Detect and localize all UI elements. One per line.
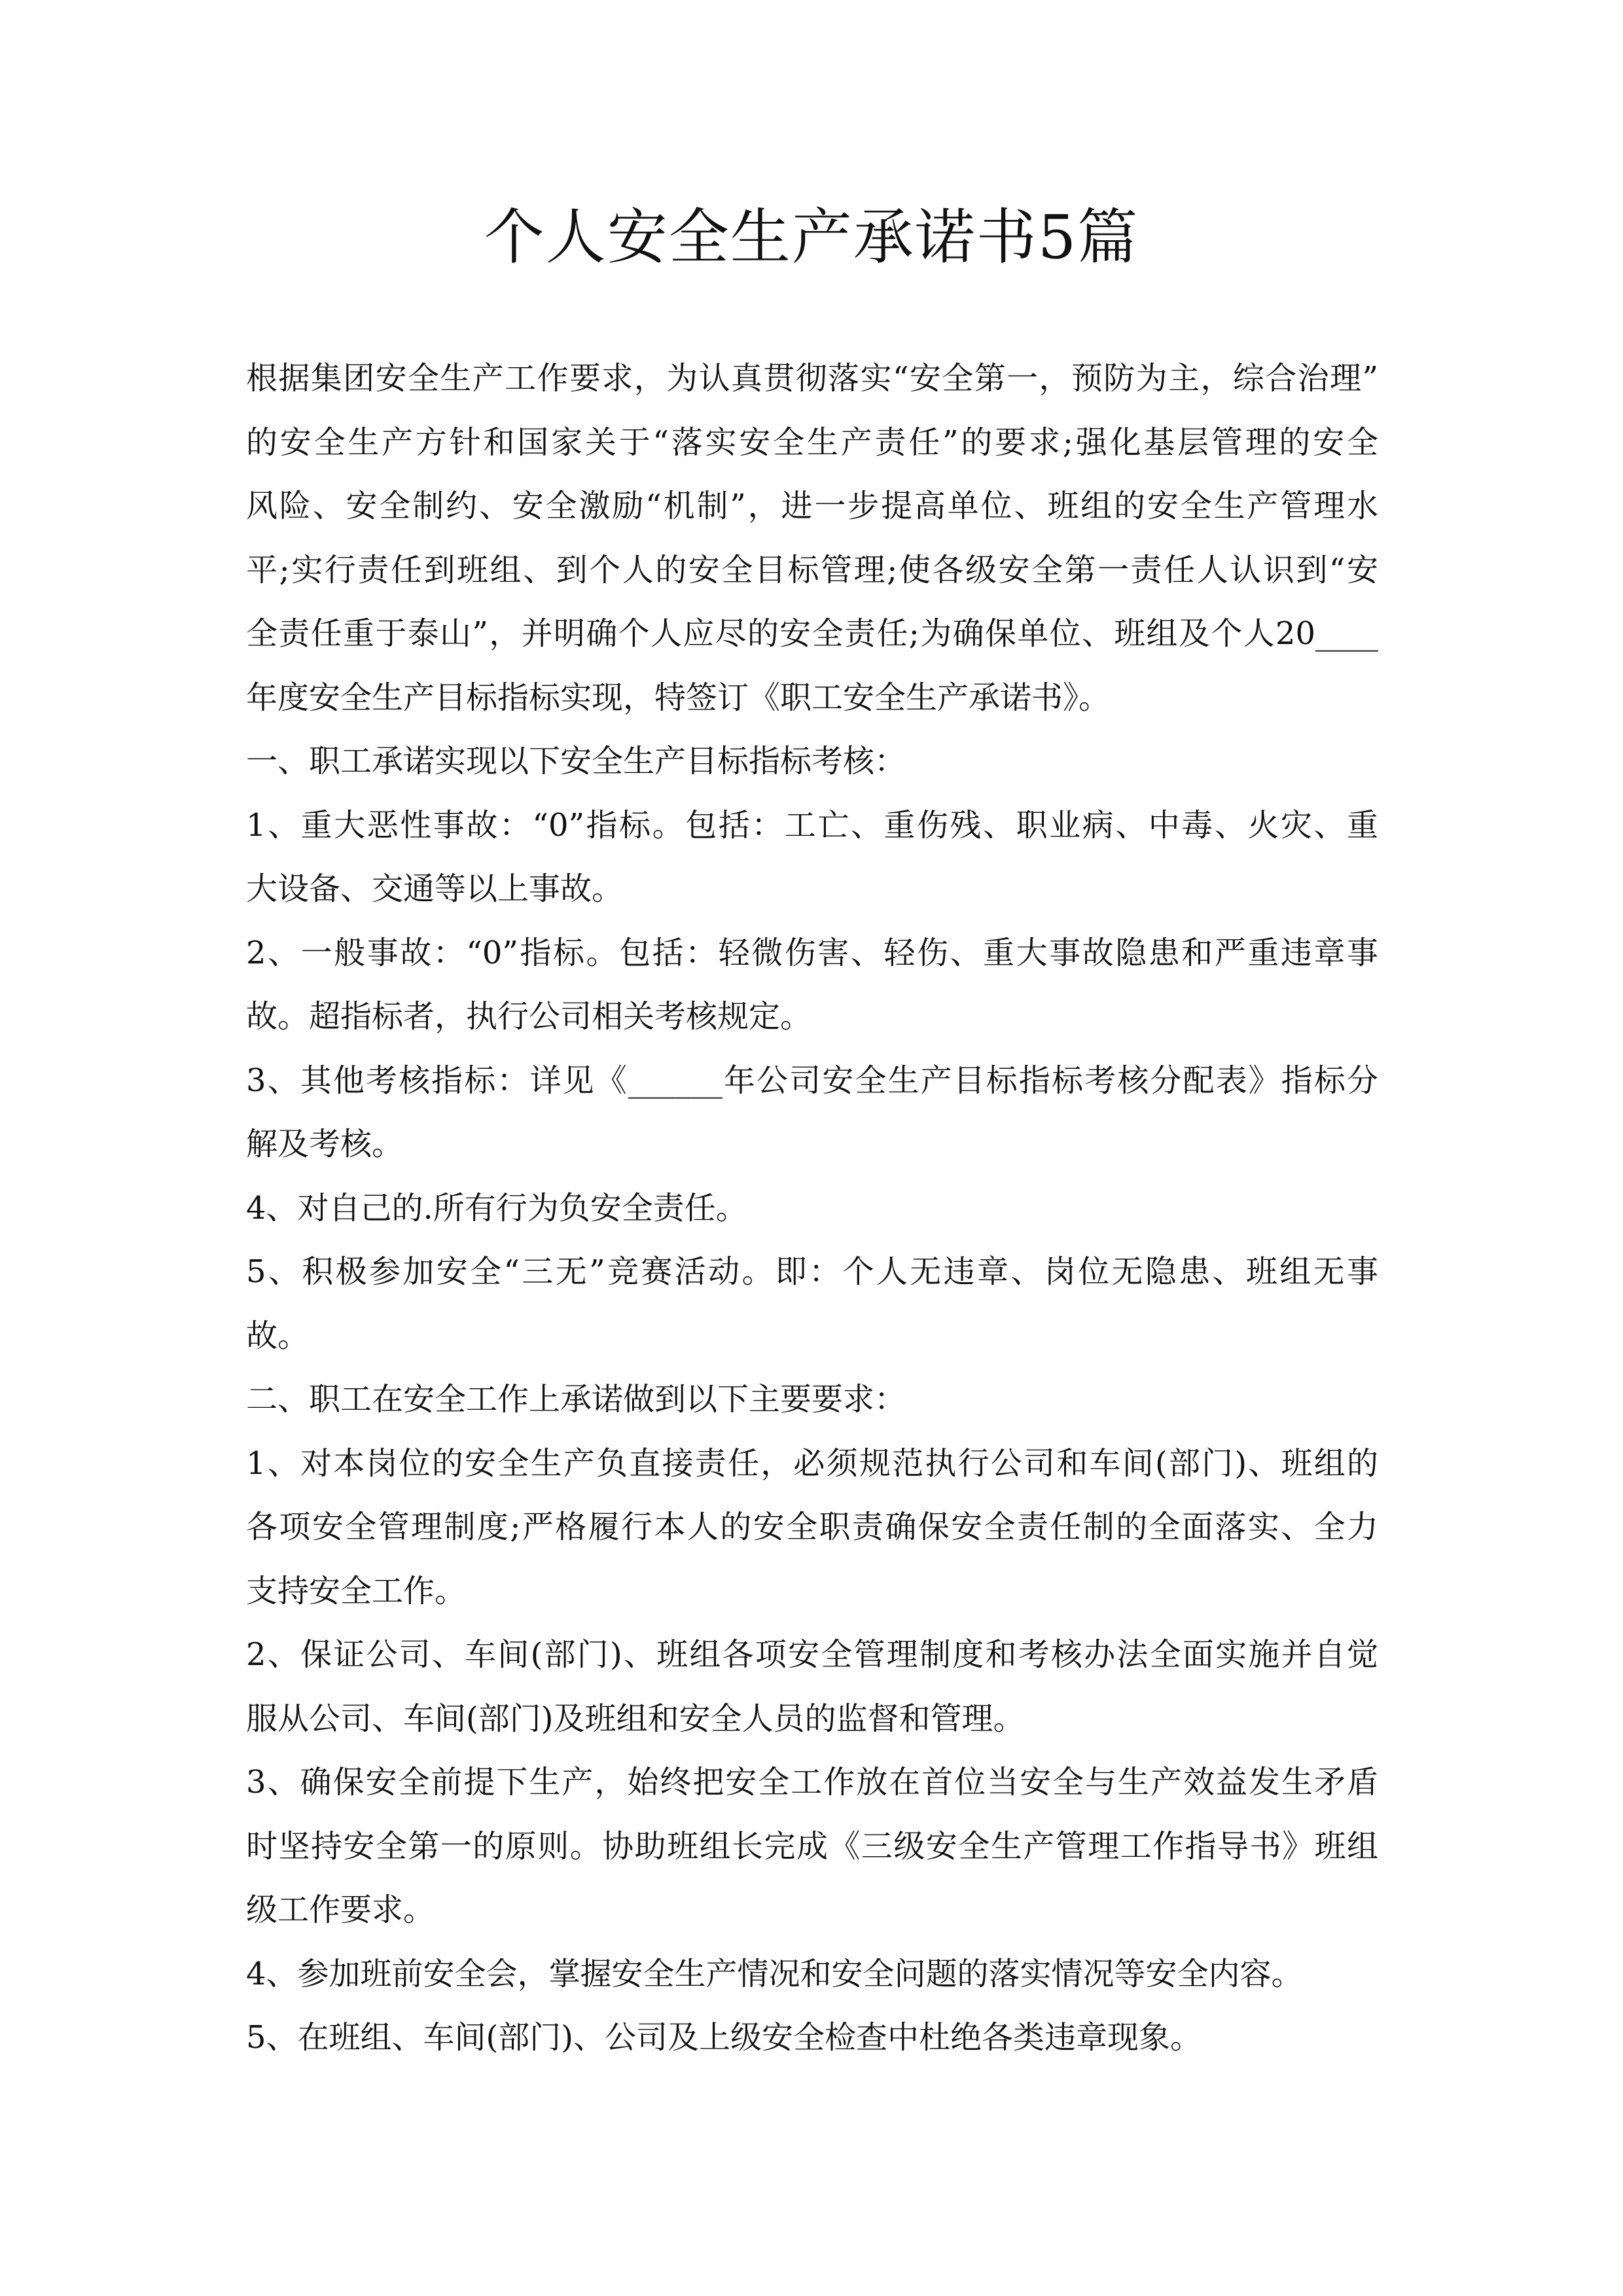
text-line: 平;实行责任到班组、到个人的安全目标管理;使各级安全第一责任人认识到“安: [246, 551, 1378, 588]
text-line: 支持安全工作。: [246, 1572, 467, 1609]
text-line: 3、确保安全前提下生产，始终把安全工作放在首位当安全与生产效益发生矛盾: [246, 1764, 1378, 1801]
text-line: 1、对本岗位的安全生产负直接责任，必须规范执行公司和车间(部门)、班组的: [246, 1444, 1378, 1482]
text-line: 4、对自己的.所有行为负安全责任。: [246, 1189, 747, 1227]
document-title: 个人安全生产承诺书5篇: [484, 202, 1139, 272]
text-line: 级工作要求。: [246, 1892, 435, 1928]
text-line: 故。: [246, 1317, 310, 1354]
text-line: 4、参加班前安全会，掌握安全生产情况和安全问题的落实情况等安全内容。: [246, 1955, 1303, 1992]
text-line: 服从公司、车间(部门)及班组和安全人员的监督和管理。: [246, 1700, 1025, 1737]
text-line: 故。超指标者，执行公司相关考核规定。: [246, 998, 812, 1035]
text-line: 一、职工承诺实现以下安全生产目标指标考核：: [246, 743, 906, 780]
text-line: 时坚持安全第一的原则。协助班组长完成《三级安全生产管理工作指导书》班组: [246, 1827, 1378, 1865]
text-line: 2、一般事故：“0”指标。包括：轻微伤害、轻伤、重大事故隐患和严重违章事: [246, 934, 1378, 971]
text-line: 年度安全生产目标指标实现，特签订《职工安全生产承诺书》。: [246, 679, 1111, 716]
text-line: 各项安全管理制度;严格履行本人的安全职责确保安全责任制的全面落实、全力: [246, 1509, 1378, 1545]
text-line: 二、职工在安全工作上承诺做到以下主要要求：: [246, 1381, 906, 1418]
text-line: 解及考核。: [246, 1126, 404, 1162]
text-line: 大设备、交通等以上事故。: [246, 870, 624, 907]
text-line: 2、保证公司、车间(部门)、班组各项安全管理制度和考核办法全面实施并自觉: [246, 1636, 1378, 1673]
text-line: 5、在班组、车间(部门)、公司及上级安全检查中杜绝各类违章现象。: [246, 2019, 1202, 2056]
text-line: 的安全生产方针和国家关于“落实安全生产责任”的要求;强化基层管理的安全: [246, 423, 1378, 461]
text-line: 全责任重于泰山”，并明确个人应尽的安全责任;为确保单位、班组及个人20____: [246, 615, 1378, 652]
text-line: 3、其他考核指标：详见《______年公司安全生产目标指标考核分配表》指标分: [246, 1062, 1378, 1099]
text-line: 根据集团安全生产工作要求，为认真贯彻落实“安全第一，预防为主，综合治理”: [246, 360, 1378, 397]
text-line: 风险、安全制约、安全激励“机制”，进一步提高单位、班组的安全生产管理水: [246, 488, 1378, 524]
text-line: 5、积极参加安全“三无”竞赛活动。即：个人无违章、岗位无隐患、班组无事: [246, 1253, 1378, 1290]
text-line: 1、重大恶性事故：“0”指标。包括：工亡、重伤残、职业病、中毒、火灾、重: [246, 806, 1378, 844]
